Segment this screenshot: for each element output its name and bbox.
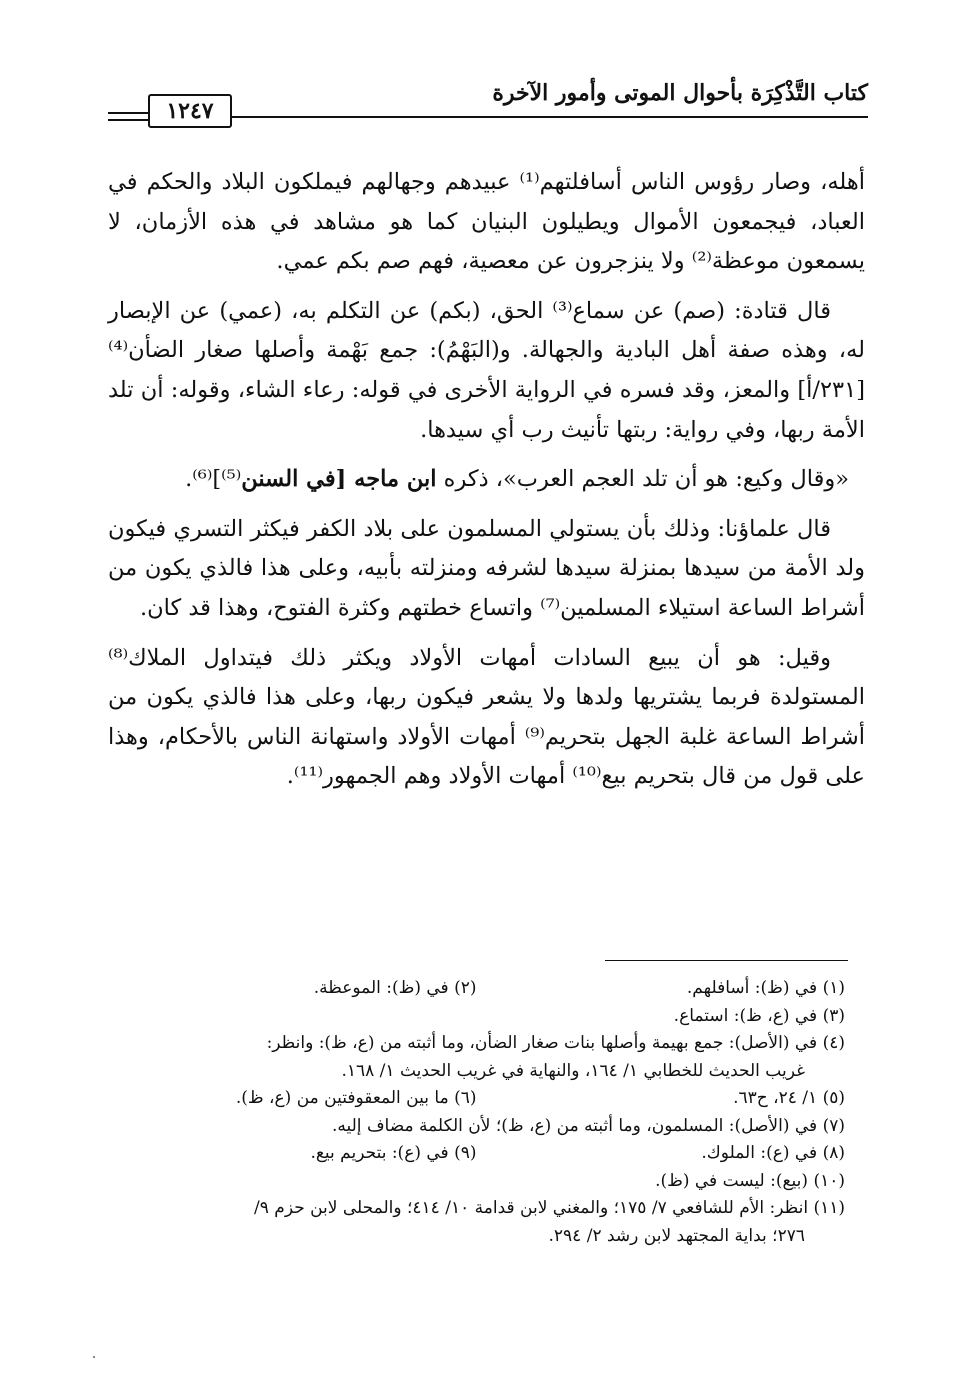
footnotes <box>108 975 845 1250</box>
paragraph-waki <box>108 460 865 500</box>
footnote-row <box>108 1140 845 1168</box>
footnote-1: (١) في (ظ): أسافلهم. <box>686 978 845 998</box>
footnote-2: (٢) في (ظ): الموعظة. <box>313 978 477 998</box>
page-header <box>108 78 868 128</box>
footnote-7: (٧) في (الأصل): المسلمون، وما أثبته من (ع، ظ)؛ لأن الكلمة مضاف إليه. <box>331 1115 845 1136</box>
footnote-3: (٣) في (ع، ظ): استماع. <box>673 1005 845 1026</box>
footnote-separator <box>605 960 848 961</box>
running-title: كتاب التَّذْكِرَة بأحوال الموتى وأمور الآخرة <box>492 80 868 106</box>
footnote-row <box>108 1113 845 1141</box>
footnote-row <box>108 1030 845 1058</box>
footnote-8: (٨) في (ع): الملوك. <box>701 1143 845 1163</box>
footnote-4: (٤) في (الأصل): جمع بهيمة وأصلها بنات صغار الضأن، وما أثبته من (ع، ظ): وانظر: <box>266 1033 845 1053</box>
paragraph-1: أهله، وصار رؤوس الناس أسافلتهم⁽¹⁾ عبيدهم وجهالهم فيملكون البلاد والحكم في العباد، فيجمعون الأموال ويطيلون البنيان كما هو مشاهد في هذه الأزمان، لا يسمعون موعظة⁽²⁾ ولا ينزجرون عن معصية، فهم صم بكم عمي. <box>108 169 865 275</box>
footnote-row <box>108 1168 845 1196</box>
header-rule <box>228 116 868 118</box>
footnote-6: (٦) ما بين المعقوفتين من (ع، ظ). <box>235 1088 477 1108</box>
footnote-row <box>108 1058 845 1086</box>
header-double-rule <box>108 112 148 121</box>
footnote-row <box>108 1195 845 1223</box>
ibn-majah-reference: ابن ماجه [في السنن <box>241 466 437 493</box>
footnote-11-continued: ٢٧٦؛ بداية المجتهد لابن رشد ٢/ ٢٩٤. <box>548 1225 805 1246</box>
footnote-4-continued: غريب الحديث للخطابي ١/ ١٦٤، والنهاية في غريب الحديث ١/ ١٦٨. <box>341 1060 805 1081</box>
paragraph-qatada: قال قتادة: (صم) عن سماع⁽³⁾ الحق، (بكم) عن التكلم به، (عمي) عن الإبصار له، وهذه صفة أهل البادية والجهالة. و(البَهْمُ): جمع بَهْمة وأصلها صغار الضأن⁽⁴⁾ [٢٣١/أ] والمعز، وقد فسره في الرواية الأخرى في قوله: رعاء الشاء، وقوله: أن تلد الأمة ربها، وفي رواية: ربتها تأنيث رب أي سيدها. <box>108 297 865 443</box>
page-number-box: ١٢٤٧ <box>148 94 232 128</box>
footnote-row <box>108 975 845 1003</box>
main-text <box>108 163 865 807</box>
paragraph-qeel: وقيل: هو أن يبيع السادات أمهات الأولاد ويكثر ذلك فيتداول الملاك⁽⁸⁾ المستولدة فربما يشتريها ولدها ولا يشعر فيكون ربها، وعلى هذا فالذي يكون من أشراط الساعة غلبة الجهل بتحريم⁽⁹⁾ أمهات الأولاد واستهانة الناس بالأحكام، وهذا على قول من قال بتحريم بيع⁽¹⁰⁾ أمهات الأولاد وهم الجمهور⁽¹¹⁾. <box>108 644 865 790</box>
footnote-row <box>108 1003 845 1031</box>
footnote-11: (١١) انظر: الأم للشافعي ٧/ ١٧٥؛ والمغني لابن قدامة ١٠/ ٤١٤؛ والمحلى لابن حزم ٩/ <box>254 1198 845 1218</box>
scan-speck <box>93 1356 95 1358</box>
waki-text: «وقال وكيع: هو أن تلد العجم العرب»، ذكره <box>436 466 849 493</box>
paragraph-ulamaa: قال علماؤنا: وذلك بأن يستولي المسلمون على بلاد الكفر فيكثر التسري فيكون ولد الأمة من سيدها بمنزلة سيدها لشرفه ومنزلته بأبيه، وعلى هذا فالذي يكون من أشراط الساعة استيلاء المسلمين⁽⁷⁾ واتساع خطتهم وكثرة الفتوح، وهذا قد كان. <box>108 515 865 621</box>
footnote-row <box>108 1085 845 1113</box>
waki-footnote-marks: ⁽⁵⁾]⁽⁶⁾. <box>185 466 242 493</box>
footnote-row <box>108 1223 845 1251</box>
footnote-10: (١٠) (بيع): ليست في (ظ). <box>655 1170 845 1191</box>
footnote-5: (٥) ١/ ٢٤، ح٦٣. <box>733 1088 845 1108</box>
footnote-9: (٩) في (ع): بتحريم بيع. <box>310 1143 477 1163</box>
